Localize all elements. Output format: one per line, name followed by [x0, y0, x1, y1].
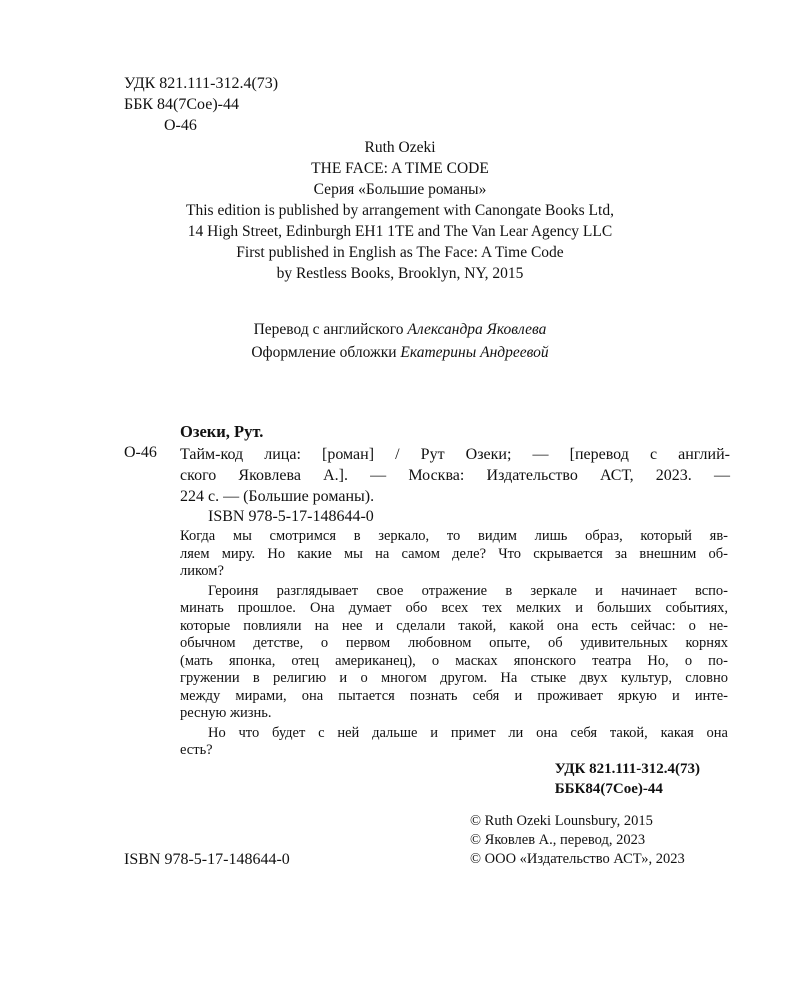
author-mark: О-46 [164, 117, 197, 134]
annotation-line: Когда мы смотримся в зеркало, то видим лишь образ, который яв- [180, 528, 728, 544]
annotation-line: ресную жизнь. [180, 705, 272, 721]
udk-code-right: УДК 821.111-312.4(73) [554, 761, 700, 777]
edition-notice-line-1: This edition is published by arrangement with Canongate Books Ltd, [186, 202, 614, 219]
translation-credit [0, 318, 800, 341]
isbn-bottom: ISBN 978-5-17-148644-0 [124, 851, 290, 868]
annotation-line: обычном детстве, о первом любовном опыте, об удивительных корнях [180, 635, 728, 651]
classification-right [555, 759, 700, 799]
original-author: Ruth Ozeki [364, 139, 436, 156]
annotation-line: есть? [180, 742, 213, 758]
translator-name: Александра Яковлева [407, 321, 547, 338]
entry-code: О-46 [124, 444, 157, 461]
classification-codes [124, 73, 278, 136]
annotation-line: минать прошлое. Она думает обо всех тех мелких и больших событиях, [180, 600, 728, 616]
annotation-line: которые повлияли на нее и сделали такой, какой она есть сейчас: о не- [180, 617, 728, 634]
entry-desc-line: ского Яковлева А.]. — Москва: Издательство АСТ, 2023. — [180, 467, 730, 484]
edition-notice-line-2: 14 High Street, Edinburgh EH1 1TE and The Van Lear Agency LLC [187, 223, 613, 240]
entry-description [180, 444, 730, 507]
udk-code: УДК 821.111-312.4(73) [124, 75, 279, 92]
copyright-line: © Яковлев А., перевод, 2023 [470, 832, 646, 848]
credits-block [0, 318, 800, 364]
annotation-line: (мать японка, отец американец), о масках японского театра Но, о по- [180, 652, 728, 669]
cover-designer-name: Екатерины Андреевой [400, 344, 549, 361]
annotation-line: между мирами, она пытается познать себя и проживает яркую и инте- [180, 687, 728, 704]
annotation-paragraph [180, 528, 728, 581]
annotation [180, 528, 728, 762]
first-published-line-1: First published in English as The Face: A Time Code [236, 244, 564, 261]
copyright-line: © Ruth Ozeki Lounsbury, 2015 [470, 813, 653, 829]
bbk-code: ББК 84(7Сое)-44 [124, 96, 239, 113]
original-title: THE FACE: A TIME CODE [311, 160, 489, 177]
title-block [0, 137, 800, 284]
annotation-paragraph [180, 583, 728, 723]
translation-label: Перевод с английского [253, 321, 404, 338]
first-published-line-2: by Restless Books, Brooklyn, NY, 2015 [276, 265, 524, 282]
entry-desc-line: Тайм-код лица: [роман] / Рут Озеки; — [перевод с англий- [180, 446, 730, 463]
annotation-line: Но что будет с ней дальше и примет ли она себя такой, какая она [208, 724, 728, 741]
series-name: Серия «Большие романы» [313, 181, 487, 198]
entry-isbn: ISBN 978-5-17-148644-0 [208, 508, 374, 525]
cover-credit [0, 341, 800, 364]
annotation-line: Героиня разглядывает свое отражение в зеркале и начинает вспо- [208, 582, 728, 599]
bbk-code-right: ББК84(7Сое)-44 [554, 781, 663, 797]
annotation-line: ликом? [180, 563, 224, 579]
entry-author: Озеки, Рут. [180, 422, 264, 441]
annotation-line: гружении в религию и о многом другом. На стыке двух культур, словно [180, 670, 728, 686]
copyright-notices [470, 812, 685, 869]
cover-label: Оформление обложки [251, 344, 397, 361]
annotation-paragraph [180, 725, 728, 760]
annotation-line: ляем миру. Но какие мы на самом деле? Что скрывается за внешним об- [180, 545, 728, 562]
copyright-line: © ООО «Издательство АСТ», 2023 [470, 851, 685, 867]
entry-desc-line: 224 с. — (Большие романы). [180, 488, 375, 505]
